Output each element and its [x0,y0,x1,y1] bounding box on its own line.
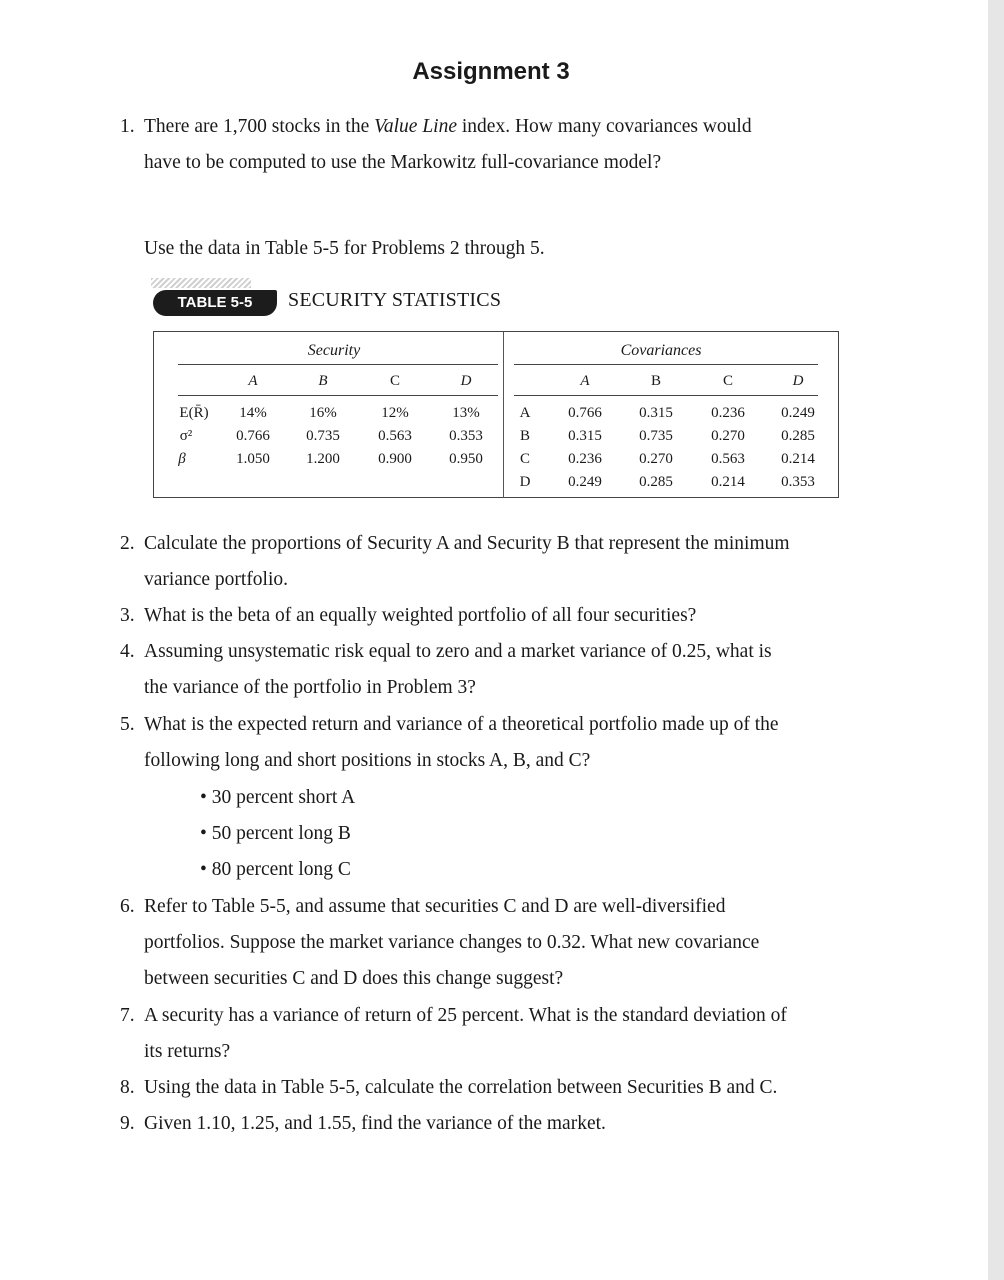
table-cell: 0.214 [711,474,745,490]
question-6 [120,889,759,997]
column-header: C [389,373,401,389]
table-cell: 0.214 [781,451,815,467]
row-label: A [519,405,531,421]
page-title: Assignment 3 [412,58,570,85]
table-cell: 0.236 [711,405,745,421]
question-text: between securities C and D does this change suggest? [144,968,564,989]
table-divider [503,332,504,498]
security-group-header: Security [307,342,361,359]
table-cell: 0.950 [449,451,483,467]
table-cell: 0.285 [781,428,815,444]
table-cell: 0.353 [449,428,483,444]
table-cell: 0.249 [781,405,815,421]
question-8 [120,1070,777,1106]
table-cell: 0.236 [568,451,602,467]
question-number: 6. [120,896,135,917]
header-rule [514,395,818,396]
covariance-group-header: Covariances [620,342,702,359]
table-cell: 1.050 [236,451,270,467]
question-text: Refer to Table 5-5, and assume that securities C and D are well-diversified [144,896,726,917]
question-text: the variance of the portfolio in Problem 3? [144,677,476,698]
question-9 [120,1106,606,1142]
row-label: D [519,474,531,490]
table-cell: 0.270 [711,428,745,444]
header-rule [178,364,498,365]
table-cell: 0.563 [378,428,412,444]
column-header: B [318,373,328,389]
column-header: B [650,373,662,389]
question-3 [120,598,696,634]
question-text: Assuming unsystematic risk equal to zero and a market variance of 0.25, what is [144,641,772,662]
table-title: SECURITY STATISTICS [288,289,502,311]
table-label: TABLE 5-5 [153,290,277,316]
list-item: • 80 percent long C [200,859,351,880]
security-statistics-table [153,331,839,498]
row-label: B [519,428,531,444]
table-cell: 1.200 [306,451,340,467]
question-text: Given 1.10, 1.25, and 1.55, find the variance of the market. [144,1113,606,1134]
question-7 [120,998,787,1070]
question-text: Calculate the proportions of Security A and Security B that represent the minimum [144,533,790,554]
page-edge [988,0,1004,1280]
column-header: A [580,373,590,389]
row-label: β [178,451,186,467]
table-cell: 0.563 [711,451,745,467]
question-text: There are 1,700 stocks in the [144,116,375,137]
column-header: D [460,373,472,389]
question-number: 2. [120,533,135,554]
position-list [200,780,355,888]
question-text: portfolios. Suppose the market variance changes to 0.32. What new covariance [144,932,760,953]
table-cell: 14% [239,405,267,421]
column-header: C [722,373,734,389]
question-number: 7. [120,1005,135,1026]
table-cell: 0.900 [378,451,412,467]
question-text: have to be computed to use the Markowitz full-covariance model? [144,152,662,173]
question-number: 4. [120,641,135,662]
table-intro: Use the data in Table 5-5 for Problems 2 through 5. [144,238,545,259]
row-label: E(R̄) [179,405,209,421]
row-label: C [519,451,531,467]
question-text: its returns? [144,1041,231,1062]
column-header: D [792,373,804,389]
question-text: A security has a variance of return of 25 percent. What is the standard deviation of [144,1005,787,1026]
question-text: What is the expected return and variance of a theoretical portfolio made up of the [144,714,779,735]
table-cell: 0.270 [639,451,673,467]
header-rule [514,364,818,365]
table-cell: 16% [309,405,337,421]
table-cell: 0.315 [568,428,602,444]
question-text: following long and short positions in stocks A, B, and C? [144,750,591,771]
table-cell: 0.315 [639,405,673,421]
question-number: 8. [120,1077,135,1098]
question-number: 5. [120,714,135,735]
question-text-italic: Value Line [374,116,458,137]
column-header: A [248,373,258,389]
question-4 [120,634,772,706]
question-5 [120,707,779,779]
list-item: • 50 percent long B [200,823,351,844]
question-number: 9. [120,1113,135,1134]
question-text: index. How many covariances would [457,116,752,137]
table-cell: 12% [381,405,409,421]
decorative-stripe [151,278,251,288]
table-cell: 0.353 [781,474,815,490]
table-cell: 0.766 [236,428,270,444]
table-cell: 0.766 [568,405,602,421]
question-text: Using the data in Table 5-5, calculate the correlation between Securities B and C. [144,1077,778,1098]
question-text: variance portfolio. [144,569,289,590]
question-2 [120,526,790,598]
table-cell: 0.735 [306,428,340,444]
header-rule [178,395,498,396]
table-cell: 0.249 [568,474,602,490]
table-cell: 0.285 [639,474,673,490]
list-item: • 30 percent short A [200,787,356,808]
table-cell: 13% [452,405,480,421]
table-cell: 0.735 [639,428,673,444]
question-1 [120,109,752,181]
question-text: What is the beta of an equally weighted portfolio of all four securities? [144,605,697,626]
question-number: 1. [120,116,135,137]
row-label: σ² [179,428,193,444]
question-number: 3. [120,605,135,626]
